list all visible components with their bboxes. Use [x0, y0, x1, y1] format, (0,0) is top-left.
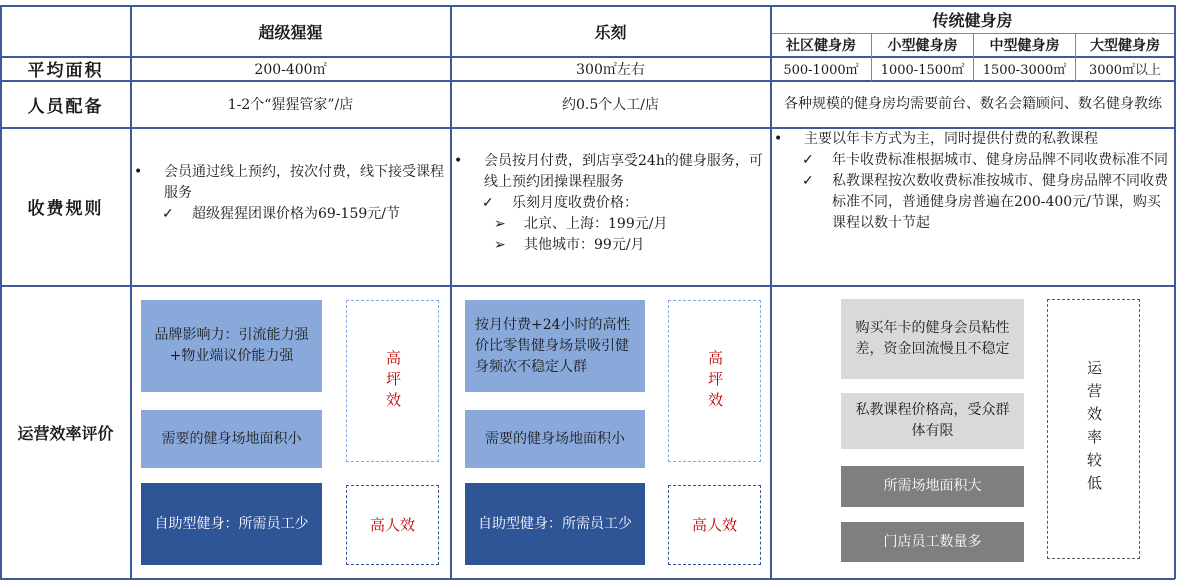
- fee-text: 会员按月付费，到店享受24h的健身服务，可线上预约团操课程服务: [484, 153, 763, 190]
- fee-text: 会员通过线上预约，按次付费，线下接受课程服务: [164, 164, 444, 201]
- header-traditional-gym: 传统健身房: [932, 11, 1013, 30]
- eval-monthly-box: 按月付费+24小时的高性价比零售健身场景吸引健身频次不稳定人群: [465, 300, 645, 392]
- header-leke: 乐刻: [594, 22, 627, 42]
- eval-area-box: 需要的健身场地面积小: [141, 410, 322, 468]
- fee-item: [482, 193, 766, 214]
- bullet-icon: •: [774, 131, 783, 147]
- eval-tag-renxiao: 高人效: [346, 485, 439, 565]
- check-icon: ✓: [802, 173, 814, 189]
- area-community: 500-1000㎡: [783, 63, 859, 78]
- fee-text: 乐刻月度收费价格：: [512, 195, 638, 211]
- bullet-icon: •: [454, 153, 463, 169]
- row-label-staff: 人员配备: [27, 96, 104, 117]
- fee-leke: [454, 151, 766, 256]
- area-medium: 1500-3000㎡: [982, 63, 1067, 78]
- fee-item: [162, 204, 446, 225]
- check-icon: ✓: [802, 152, 814, 168]
- fee-traditional: [774, 129, 1172, 234]
- arrow-icon: ➢: [494, 237, 506, 253]
- bullet-icon: •: [134, 164, 143, 180]
- fee-item: [802, 150, 1172, 171]
- eval-area-box: 需要的健身场地面积小: [465, 410, 645, 468]
- header-community-gym: 社区健身房: [786, 38, 856, 54]
- area-chaojixingxing: 200-400㎡: [254, 61, 327, 78]
- area-leke: 300㎡左右: [576, 61, 645, 78]
- eval-large-area-box: 所需场地面积大: [841, 466, 1024, 507]
- fee-chaojixingxing: [134, 162, 446, 225]
- eval-tag-renxiao: 高人效: [668, 485, 761, 565]
- eval-staff-box: 自助型健身：所需员工少: [141, 483, 322, 565]
- fee-text: 其他城市：99元/月: [524, 237, 645, 253]
- eval-tag-low-efficiency: 运营效率较低: [1047, 299, 1140, 559]
- check-icon: ✓: [162, 206, 174, 222]
- fee-text: 超级猩猩团课价格为69-159元/节: [192, 206, 400, 222]
- eval-tag-pingxiao: 高坪效: [668, 300, 761, 462]
- eval-brand-box: 品牌影响力：引流能力强+物业端议价能力强: [141, 300, 322, 392]
- fee-text: 主要以年卡方式为主，同时提供付费的私教课程: [804, 131, 1098, 147]
- eval-annual-card-box: 购买年卡的健身会员粘性差，资金回流慢且不稳定: [841, 299, 1024, 379]
- fee-item: [454, 151, 766, 193]
- eval-many-staff-box: 门店员工数量多: [841, 522, 1024, 562]
- fee-item: [134, 162, 446, 204]
- header-large-gym: 大型健身房: [1090, 38, 1160, 54]
- eval-staff-box: 自助型健身：所需员工少: [465, 483, 645, 565]
- arrow-icon: ➢: [494, 216, 506, 232]
- eval-tag-pingxiao: 高坪效: [346, 300, 439, 462]
- header-chaojixingxing: 超级猩猩: [258, 22, 323, 42]
- row-label-eval: 运营效率评价: [17, 423, 114, 443]
- fee-item: [494, 214, 766, 235]
- fee-text: 北京、上海：199元/月: [524, 216, 668, 232]
- staff-traditional: 各种规模的健身房均需要前台、数名会籍顾问、数名健身教练: [784, 95, 1162, 112]
- row-label-area: 平均面积: [27, 61, 104, 81]
- eval-private-class-box: 私教课程价格高，受众群体有限: [841, 393, 1024, 449]
- staff-chaojixingxing: 1-2个“猩猩管家”/店: [227, 97, 354, 113]
- row-label-fee: 收费规则: [27, 199, 104, 219]
- fee-item: [802, 171, 1172, 234]
- header-medium-gym: 中型健身房: [989, 38, 1060, 54]
- fee-text: 年卡收费标准根据城市、健身房品牌不同收费标准不同: [832, 152, 1168, 168]
- area-small: 1000-1500㎡: [880, 63, 965, 78]
- fee-item: [774, 129, 1172, 150]
- fee-item: [494, 235, 766, 256]
- fee-text: 私教课程按次数收费标准按城市、健身房品牌不同收费标准不同，普通健身房普遍在200-400元/节课，购买课程以数十节起: [832, 173, 1168, 231]
- check-icon: ✓: [482, 195, 494, 211]
- header-small-gym: 小型健身房: [887, 38, 958, 54]
- area-large: 3000㎡以上: [1088, 63, 1162, 78]
- staff-leke: 约0.5个人工/店: [562, 97, 659, 113]
